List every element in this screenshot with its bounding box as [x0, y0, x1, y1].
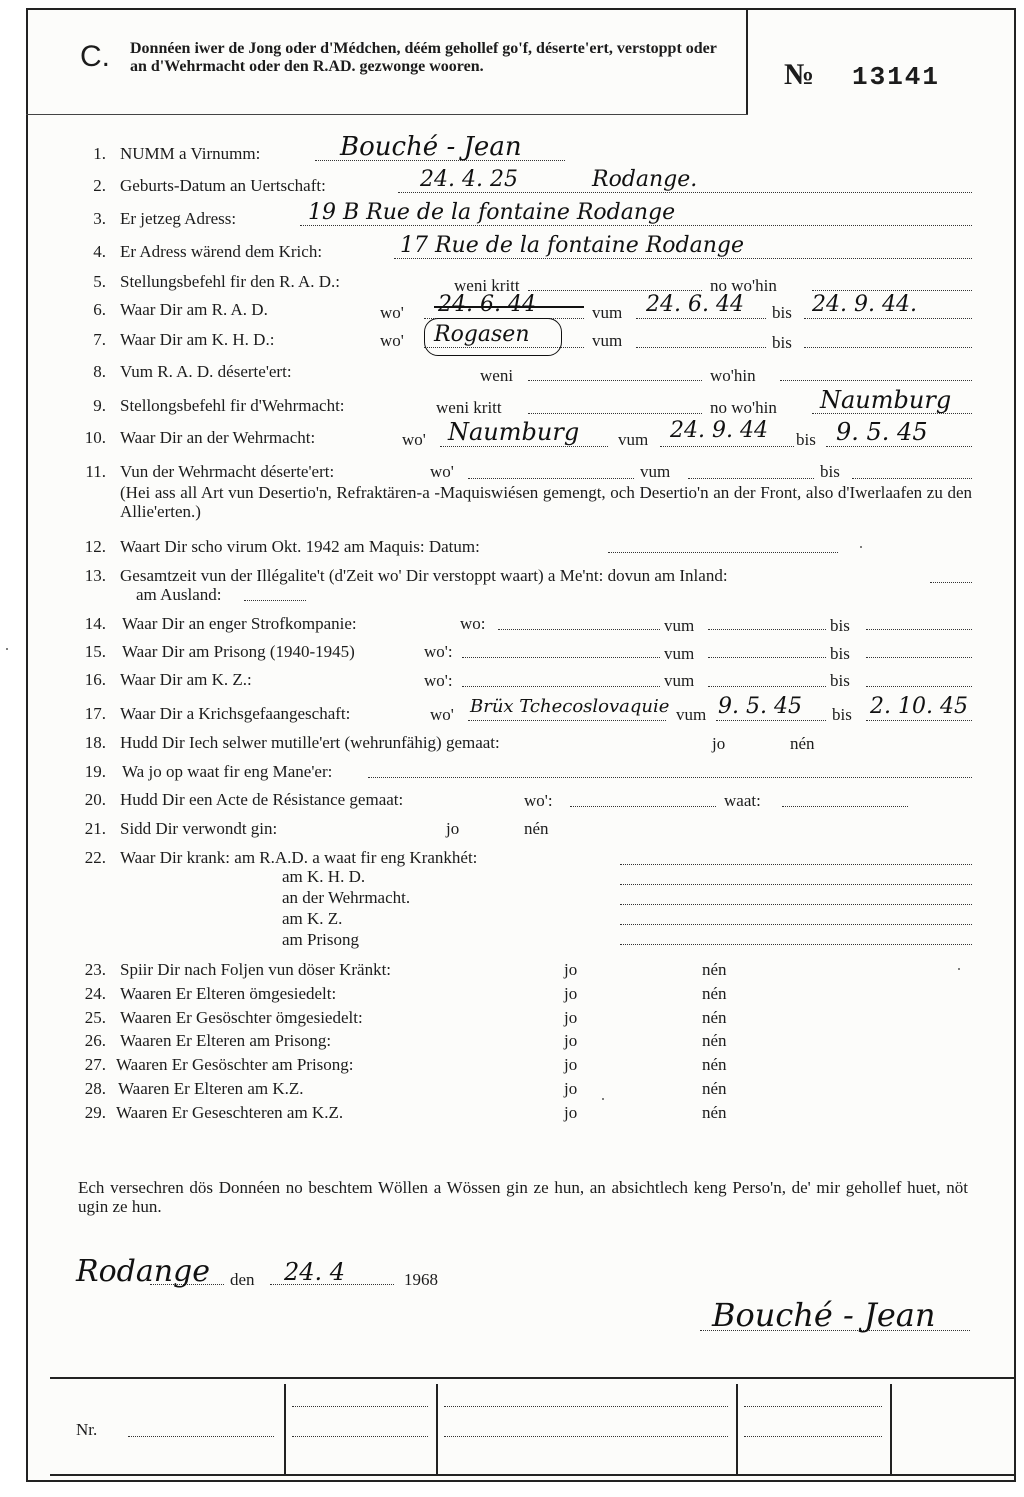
kz-from-field[interactable]	[708, 686, 826, 687]
nr-label: Nr.	[76, 1420, 98, 1439]
rad-order-where-field[interactable]	[812, 290, 972, 291]
illness-consequences-label: Spiir Dir nach Foljen vun döser Kränkt:	[120, 960, 392, 979]
rad-to-value: 24. 9. 44.	[812, 292, 917, 317]
parents-prison-yes[interactable]: jo	[564, 1031, 578, 1050]
siblings-prison-no[interactable]: nén	[702, 1055, 727, 1074]
resistance-what-label: waat:	[724, 791, 761, 810]
wehrmacht-from-field[interactable]	[660, 446, 794, 447]
bottom-table-divider	[736, 1384, 738, 1474]
table-cell-field[interactable]	[292, 1406, 428, 1407]
wehrmacht-desert-where-field[interactable]	[468, 478, 634, 479]
prison-label: Waar Dir am Prisong (1940-1945)	[122, 642, 355, 661]
bottom-table-divider	[284, 1384, 286, 1474]
wehrmacht-to-label: bis	[796, 430, 816, 449]
item-number: 3.	[93, 209, 106, 228]
rad-order-when-label: weni kritt	[454, 276, 520, 295]
prison-to-label: bis	[830, 644, 850, 663]
illness-kz-label: am K. Z.	[282, 909, 343, 928]
siblings-resettled-label: Waaren Er Gesöschter ömgesiedelt:	[120, 1008, 363, 1027]
header-divider	[746, 8, 748, 114]
item-number: 5.	[93, 272, 106, 291]
illness-khd-label: am K. H. D.	[282, 867, 366, 886]
prison-where-field[interactable]	[462, 657, 660, 658]
rad-order-label: Stellungsbefehl fir den R. A. D.:	[120, 272, 341, 291]
signature-value: Bouché - Jean	[712, 1296, 936, 1334]
wehrmacht-desert-from-label: vum	[640, 462, 671, 481]
rad-to-label: bis	[772, 303, 792, 322]
resistance-label: Hudd Dir een Acte de Résistance gemaat:	[120, 790, 404, 809]
maquis-label: Waart Dir scho virum Okt. 1942 am Maquis: Datum:	[120, 537, 480, 556]
header-underline	[26, 114, 748, 115]
mutilation-manner-field[interactable]	[368, 777, 972, 778]
wounded-yes[interactable]: jo	[446, 819, 460, 838]
table-cell-field[interactable]	[292, 1436, 428, 1437]
scan-speck	[602, 1098, 604, 1100]
siblings-resettled-no[interactable]: nén	[702, 1008, 727, 1027]
current-address-value: 19 B Rue de la fontaine Rodange	[308, 200, 676, 225]
penal-company-to-field[interactable]	[866, 629, 972, 630]
wehrmacht-from-label: vum	[618, 430, 649, 449]
rad-label: Waar Dir am R. A. D.	[120, 300, 268, 319]
pow-to-label: bis	[832, 705, 852, 724]
khd-from-field[interactable]	[636, 347, 766, 348]
illness-prison-field[interactable]	[620, 944, 972, 945]
wehrmacht-desert-label: Vun der Wehrmacht déserte'ert:	[120, 462, 335, 481]
wehrmacht-to-value: 9. 5. 45	[836, 418, 928, 446]
rad-order-where-label: no wo'hin	[710, 276, 777, 295]
strike-through	[434, 306, 584, 308]
name-label: NUMM a Virnumm:	[120, 144, 261, 163]
wehrmacht-order-where-label: no wo'hin	[710, 398, 777, 417]
date-den-label: den	[230, 1270, 255, 1289]
illegality-inland-field[interactable]	[930, 582, 972, 583]
item-number: 15.	[84, 642, 106, 661]
wehrmacht-where-value: Naumburg	[448, 418, 580, 446]
wehrmacht-label: Waar Dir an der Wehrmacht:	[120, 428, 316, 447]
siblings-prison-label: Waaren Er Gesöschter am Prisong:	[116, 1055, 354, 1074]
wehrmacht-desert-to-field[interactable]	[852, 478, 972, 479]
pow-where-value: Brüx Tchecoslovaquie	[470, 696, 670, 717]
parents-prison-no[interactable]: nén	[702, 1031, 727, 1050]
war-address-field[interactable]	[394, 258, 972, 259]
birth-field[interactable]	[398, 192, 972, 193]
rad-desert-where-field[interactable]	[780, 380, 972, 381]
pow-from-value: 9. 5. 45	[718, 694, 802, 719]
item-number: 18.	[84, 733, 106, 752]
bottom-table-top-line	[50, 1377, 1016, 1379]
item-number: 14.	[84, 614, 106, 633]
item-number: 24.	[84, 984, 106, 1003]
kz-to-label: bis	[830, 671, 850, 690]
parents-kz-label: Waaren Er Elteren am K.Z.	[118, 1079, 304, 1098]
resistance-where-field[interactable]	[570, 806, 716, 807]
item-number: 19.	[84, 762, 106, 781]
item-number: 7.	[93, 330, 106, 349]
kz-label: Waar Dir am K. Z.:	[120, 670, 252, 689]
item-number: 13.	[84, 566, 106, 585]
table-cell-field[interactable]	[444, 1436, 728, 1437]
parents-prison-label: Waaren Er Elteren am Prisong:	[120, 1031, 332, 1050]
pow-where-label: wo'	[430, 705, 454, 724]
khd-to-label: bis	[772, 333, 792, 352]
penal-company-where-field[interactable]	[498, 629, 660, 630]
pow-to-value: 2. 10. 45	[870, 694, 968, 719]
item-number: 21.	[84, 819, 106, 838]
prison-where-label: wo':	[424, 642, 453, 661]
consequences-no[interactable]: nén	[702, 960, 727, 979]
kz-where-field[interactable]	[462, 686, 660, 687]
table-cell-field[interactable]	[444, 1406, 728, 1407]
wehrmacht-order-when-field[interactable]	[528, 413, 702, 414]
wehrmacht-order-when-label: weni kritt	[436, 398, 502, 417]
current-address-field[interactable]	[300, 225, 972, 226]
table-cell-field[interactable]	[744, 1406, 882, 1407]
scan-speck	[6, 648, 8, 650]
illness-wehrmacht-field[interactable]	[620, 904, 972, 905]
wehrmacht-order-where-value: Naumburg	[820, 386, 952, 414]
khd-label: Waar Dir am K. H. D.:	[120, 330, 275, 349]
item-number: 20.	[84, 790, 106, 809]
illness-label: Waar Dir krank: am R.A.D. a waat fir eng Krankhét:	[120, 848, 478, 867]
item-number: 8.	[93, 362, 106, 381]
wehrmacht-desert-from-field[interactable]	[688, 478, 814, 479]
pow-label: Waar Dir a Krichsgefaangeschaft:	[120, 704, 351, 723]
war-address-value: 17 Rue de la fontaine Rodange	[400, 233, 744, 258]
penal-company-from-label: vum	[664, 616, 695, 635]
current-address-label: Er jetzeg Adress:	[120, 209, 237, 228]
rad-desert-when-label: weni	[480, 366, 514, 385]
section-letter: C.	[80, 40, 110, 73]
wehrmacht-to-field[interactable]	[826, 446, 972, 447]
item-number: 11.	[85, 462, 106, 481]
parents-resettled-no[interactable]: nén	[702, 984, 727, 1003]
form-number: 13141	[852, 62, 941, 92]
parents-kz-yes[interactable]: jo	[564, 1079, 578, 1098]
wehrmacht-desert-where-label: wo'	[430, 462, 454, 481]
birth-place-value: Rodange.	[592, 167, 698, 192]
table-cell-field[interactable]	[744, 1436, 882, 1437]
war-address-label: Er Adress wärend dem Krich:	[120, 242, 323, 261]
maquis-date-field[interactable]	[608, 552, 838, 553]
siblings-kz-no[interactable]: nén	[702, 1103, 727, 1122]
illness-prison-label: am Prisong	[282, 930, 359, 949]
rad-desert-label: Vum R. A. D. déserte'ert:	[120, 362, 292, 381]
place-value: Rodange	[76, 1254, 211, 1289]
item-number: 29.	[84, 1103, 106, 1122]
illness-khd-field[interactable]	[620, 884, 972, 885]
rad-desert-where-label: wo'hin	[710, 366, 756, 385]
kz-to-field[interactable]	[866, 686, 972, 687]
item-number: 1.	[93, 144, 106, 163]
declaration-text: Ech versechren dös Donnéen no beschtem Wöllen a Wössen gin ze hun, an absichtlech keng Perso'n, de' mir gehollef huet, nöt ugin ze hun.	[78, 1178, 968, 1216]
scan-speck	[958, 968, 960, 970]
item-number: 26.	[84, 1031, 106, 1050]
kz-from-label: vum	[664, 671, 695, 690]
penal-company-where-label: wo:	[460, 614, 486, 633]
mutilation-yes[interactable]: jo	[712, 734, 726, 753]
kz-where-label: wo':	[424, 671, 453, 690]
name-value: Bouché - Jean	[340, 132, 522, 162]
wehrmacht-order-label: Stellongsbefehl fir d'Wehrmacht:	[120, 396, 345, 415]
rad-order-when-field[interactable]	[528, 290, 702, 291]
siblings-kz-yes[interactable]: jo	[564, 1103, 578, 1122]
siblings-kz-label: Waaren Er Geseschteren am K.Z.	[116, 1103, 344, 1122]
illegality-abroad-field[interactable]	[244, 600, 306, 601]
prison-from-label: vum	[664, 644, 695, 663]
bottom-table-bottom-line	[50, 1474, 1016, 1476]
item-number: 27.	[84, 1055, 106, 1074]
penal-company-from-field[interactable]	[708, 629, 826, 630]
item-number: 6.	[93, 300, 106, 319]
rad-to-field[interactable]	[804, 318, 972, 319]
khd-to-field[interactable]	[804, 347, 972, 348]
rad-desert-when-field[interactable]	[528, 380, 702, 381]
wehrmacht-desert-to-label: bis	[820, 462, 840, 481]
desertion-note: (Hei ass all Art vun Desertio'n, Refraktären-a -Maquiswiésen gemengt, och Desertio'n an der Front, also d'Iwerlaafen zu den Allie'erten.)	[120, 483, 972, 521]
item-number: 9.	[93, 396, 106, 415]
item-number: 22.	[84, 848, 106, 867]
khd-where-value: Rogasen	[434, 322, 530, 347]
year-label: 1968	[404, 1270, 438, 1289]
parents-resettled-yes[interactable]: jo	[564, 984, 578, 1003]
item-number: 4.	[93, 242, 106, 261]
parents-kz-no[interactable]: nén	[702, 1079, 727, 1098]
number-label: №	[784, 58, 816, 91]
wounded-label: Sidd Dir verwondt gin:	[120, 819, 278, 838]
rad-from-value: 24. 6. 44	[646, 292, 744, 317]
birth-date-value: 24. 4. 25	[420, 167, 518, 192]
illness-kz-field[interactable]	[620, 924, 972, 925]
item-number: 10.	[84, 428, 106, 447]
prison-from-field[interactable]	[708, 657, 826, 658]
siblings-prison-yes[interactable]: jo	[564, 1055, 578, 1074]
rad-where-struck-value: 24. 6. 44	[438, 292, 536, 317]
mutilation-manner-label: Wa jo op waat fir eng Mane'er:	[122, 762, 333, 781]
nr-field[interactable]	[128, 1436, 274, 1437]
rad-from-label: vum	[592, 303, 623, 322]
wehrmacht-where-label: wo'	[402, 430, 426, 449]
item-number: 25.	[84, 1008, 106, 1027]
rad-where-label: wo'	[380, 303, 404, 322]
pow-where-field[interactable]	[468, 720, 666, 721]
bottom-table-divider	[436, 1384, 438, 1474]
prison-to-field[interactable]	[866, 657, 972, 658]
item-number: 28.	[84, 1079, 106, 1098]
khd-from-label: vum	[592, 331, 623, 350]
scan-speck	[860, 546, 862, 548]
penal-company-to-label: bis	[830, 616, 850, 635]
illness-rad-field[interactable]	[620, 864, 972, 865]
khd-where-label: wo'	[380, 331, 404, 350]
wehrmacht-from-value: 24. 9. 44	[670, 418, 768, 443]
rad-from-field[interactable]	[636, 318, 766, 319]
consequences-yes[interactable]: jo	[564, 960, 578, 979]
item-number: 17.	[84, 704, 106, 723]
item-number: 12.	[84, 537, 106, 556]
resistance-what-field[interactable]	[782, 806, 908, 807]
pow-from-field[interactable]	[716, 720, 826, 721]
bottom-table-divider	[890, 1384, 892, 1474]
item-number: 2.	[93, 176, 106, 195]
pow-from-label: vum	[676, 705, 707, 724]
illegality-label: Gesamtzeit vun der Illégalite't (d'Zeit wo' Dir verstoppt waart) a Me'nt: dovun am Inland:	[120, 566, 728, 585]
mutilation-label: Hudd Dir Iech selwer mutille'ert (wehrunfähig) gemaat:	[120, 733, 500, 752]
illegality-abroad-label: am Ausland:	[136, 585, 222, 604]
penal-company-label: Waar Dir an enger Strofkompanie:	[122, 614, 357, 633]
wehrmacht-where-field[interactable]	[440, 446, 608, 447]
form-title: Donnéen iwer de Jong oder d'Médchen, déém gehollef go'f, déserte'ert, verstoppt oder an d'Wehrmacht oder den R.AD. gezwonge wooren.	[130, 40, 717, 75]
illness-wehrmacht-label: an der Wehrmacht.	[282, 888, 411, 907]
birth-label: Geburts-Datum an Uertschaft:	[120, 176, 326, 195]
date-value: 24. 4	[284, 1258, 346, 1286]
parents-resettled-label: Waaren Er Elteren ömgesiedelt:	[120, 984, 337, 1003]
siblings-resettled-yes[interactable]: jo	[564, 1008, 578, 1027]
pow-to-field[interactable]	[866, 720, 972, 721]
item-number: 16.	[84, 670, 106, 689]
mutilation-no[interactable]: nén	[790, 734, 815, 753]
item-number: 23.	[84, 960, 106, 979]
wounded-no[interactable]: nén	[524, 819, 549, 838]
resistance-where-label: wo':	[524, 791, 553, 810]
